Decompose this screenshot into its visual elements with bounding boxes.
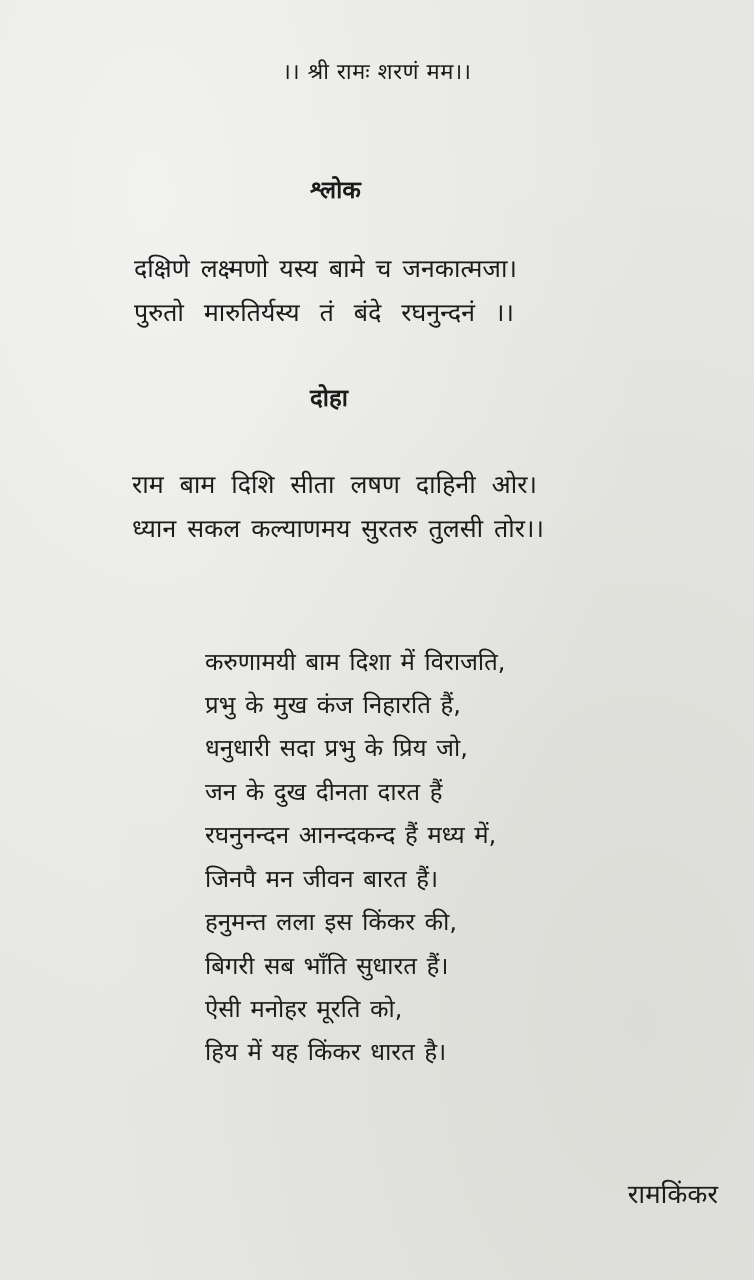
doha-line-2: ध्यान सकल कल्याणमय सुरतरु तुलसी तोर।। — [132, 514, 544, 543]
poem-line-9: ऐसी मनोहर मूरति को, — [205, 995, 403, 1023]
poem-line-5: रघनुनन्दन आनन्दकन्द हैं मध्य में, — [205, 821, 497, 849]
poem-line-2: प्रभु के मुख कंज निहारति हैं, — [205, 691, 461, 719]
poem-line-4: जन के दुख दीनता दारत हैं — [205, 778, 443, 806]
poem-line-3: धनुधारी सदा प्रभु के प्रिय जो, — [205, 734, 468, 762]
poem-line-1: करुणामयी बाम दिशा में विराजति, — [205, 648, 506, 676]
shloka-line-2: पुरुतो मारुतिर्यस्य तं बंदे रघनुन्दनं ।। — [134, 298, 514, 327]
doha-line-1: राम बाम दिशि सीता लषण दाहिनी ओर। — [132, 470, 537, 499]
invocation-line: ।। श्री रामः शरणं मम।। — [282, 60, 472, 85]
poem-line-6: जिनपै मन जीवन बारत हैं। — [205, 865, 439, 893]
poem-line-10: हिय में यह किंकर धारत है। — [205, 1038, 447, 1066]
poem-line-8: बिगरी सब भाँति सुधारत हैं। — [205, 952, 449, 980]
poem-line-7: हनुमन्त लला इस किंकर की, — [205, 908, 457, 936]
shloka-line-1: दक्षिणे लक्ष्मणो यस्य बामे च जनकात्मजा। — [134, 254, 517, 283]
author-signature: रामकिंकर — [627, 1180, 718, 1210]
doha-heading: दोहा — [310, 384, 348, 412]
shloka-heading: श्लोक — [310, 176, 361, 204]
